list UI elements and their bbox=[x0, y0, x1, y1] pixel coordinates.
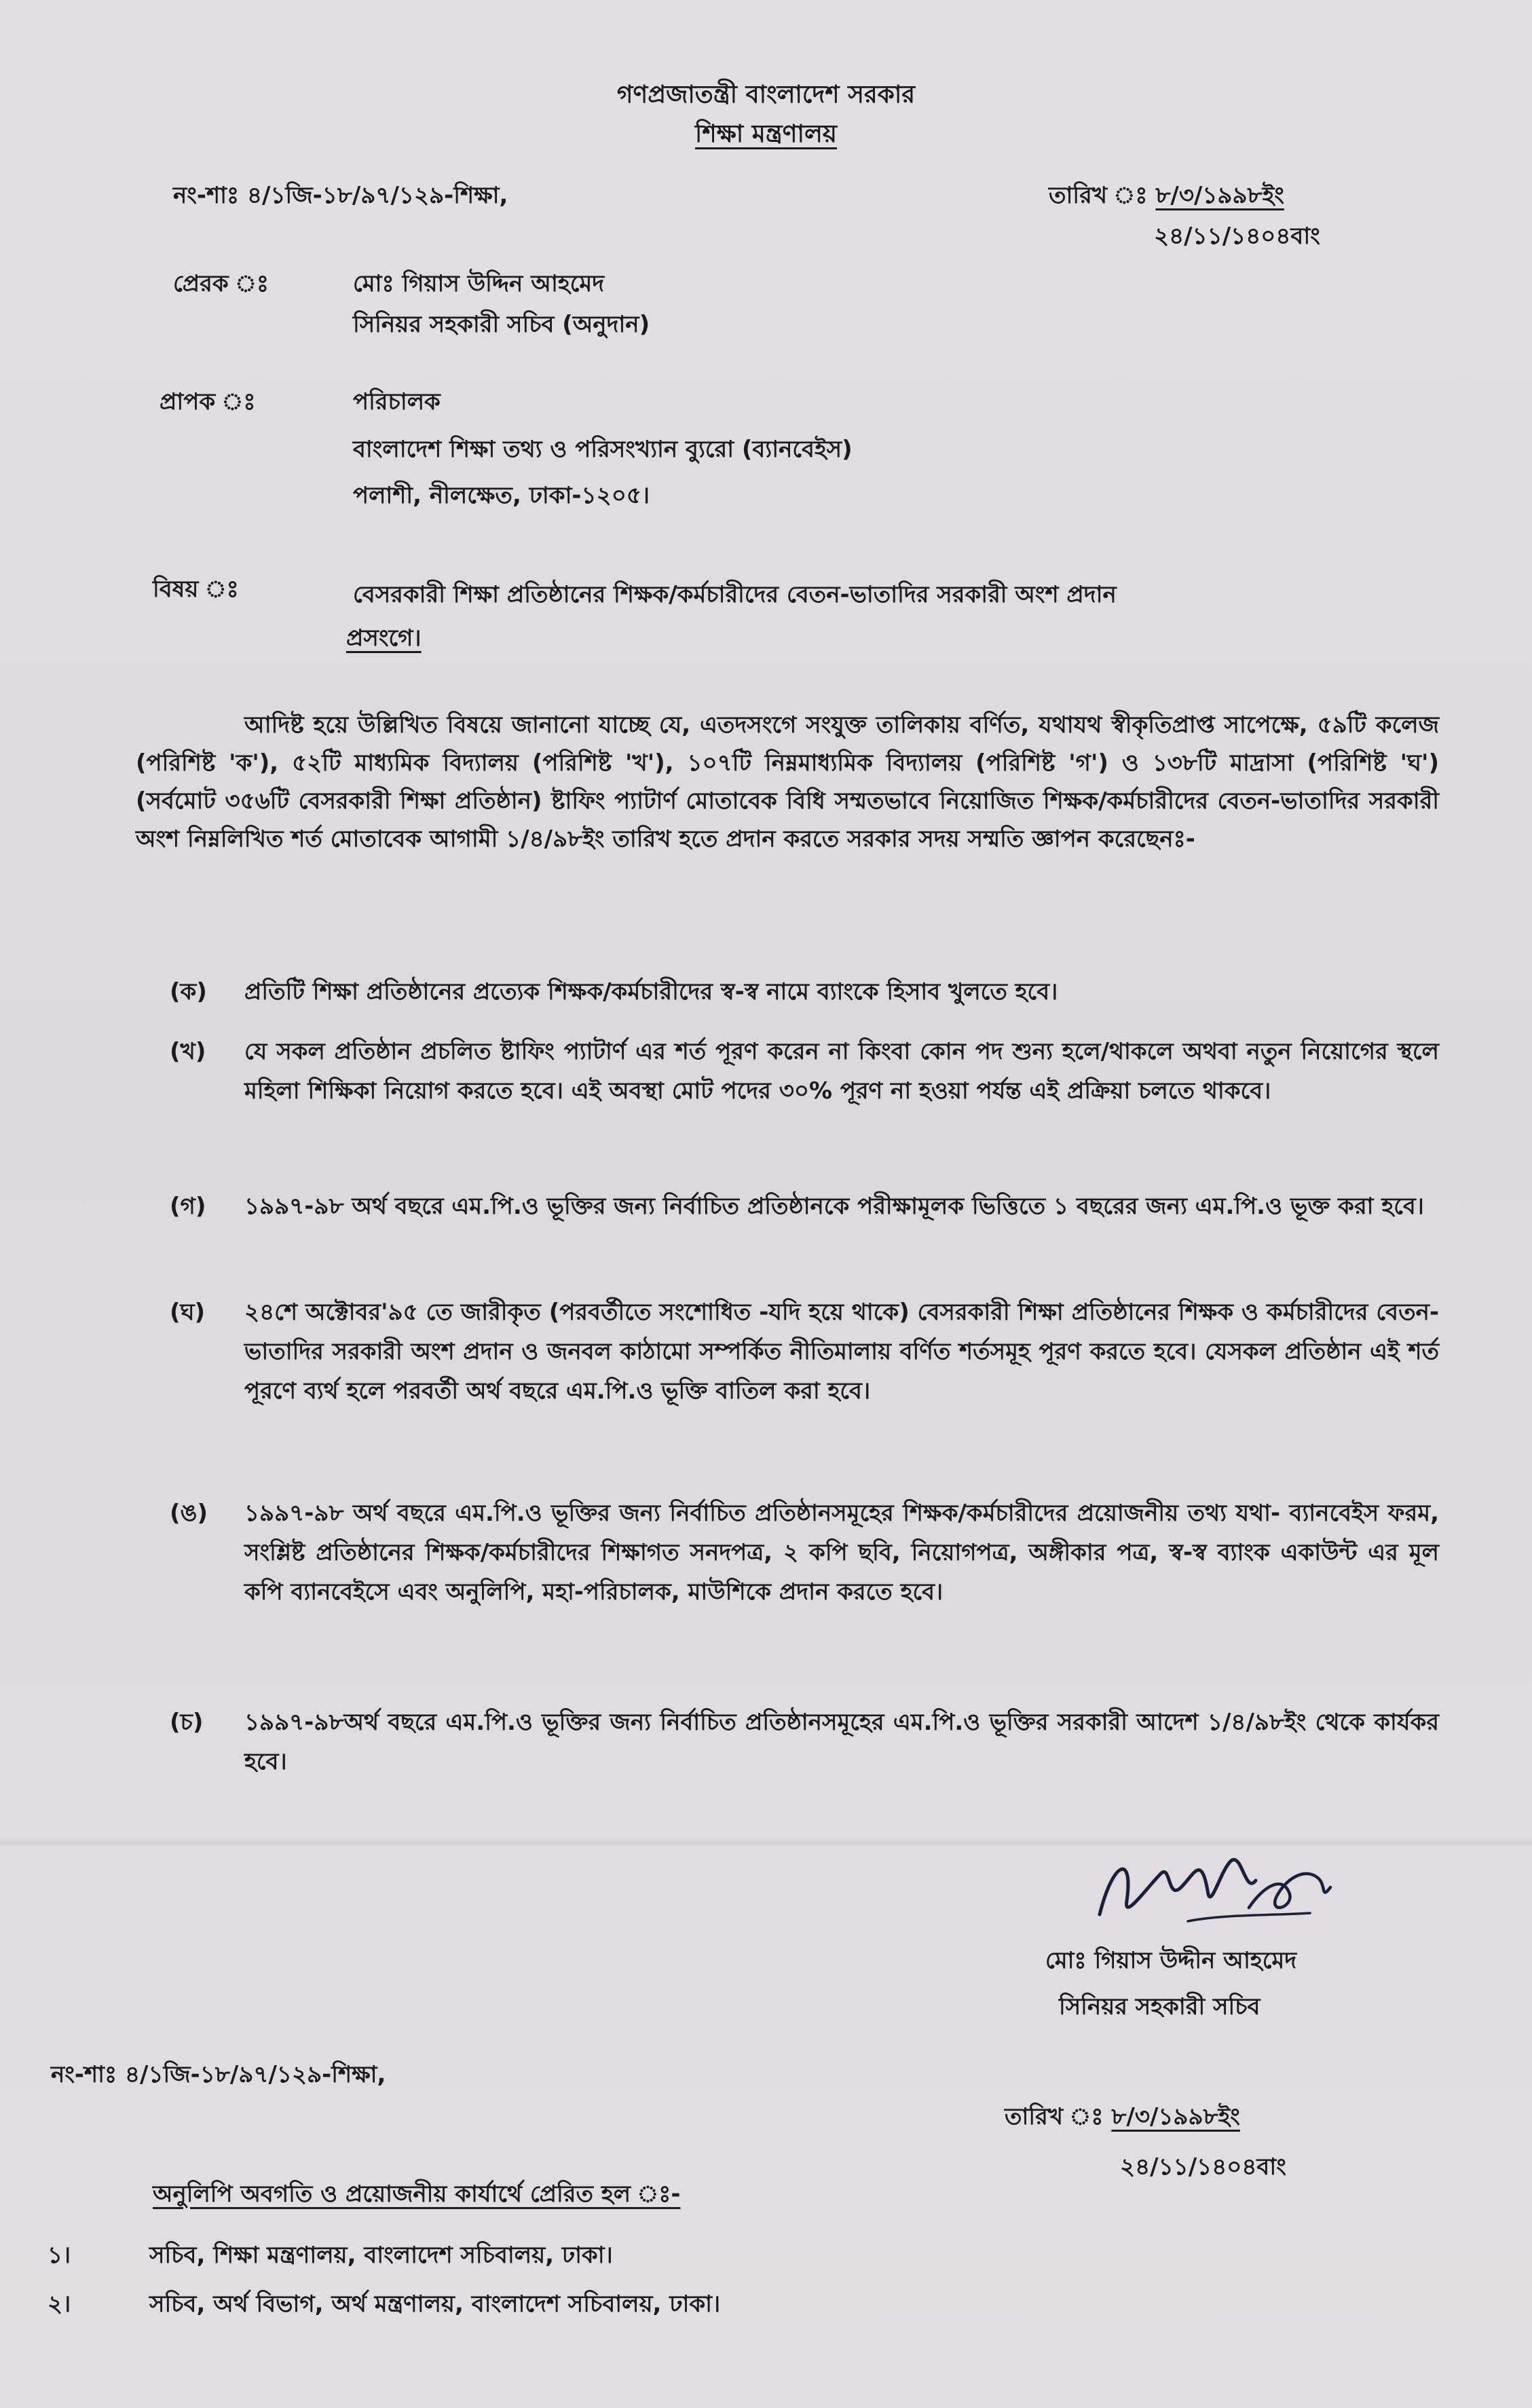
memo-date-label: তারিখ ঃ bbox=[1049, 182, 1148, 209]
copy-date-bengali: ২৪/১১/১৪০৪বাং bbox=[1120, 2153, 1286, 2181]
body-paragraph: আদিষ্ট হয়ে উল্লিখিত বিষয়ে জানানো যাচ্ছে যে, এতদসংগে সংযুক্ত তালিকায় বর্ণিত, যথাযথ স্বীকৃতিপ্রাপ্ত সাপেক্ষে, ৫৯টি কলেজ (পরিশিষ্ট 'ক'), ৫২টি মাধ্যমিক বিদ্যালয় (পরিশিষ্ট 'খ'), ১০৭টি নিম্নমাধ্যমিক বিদ্যালয় (পরিশিষ্ট 'গ') ও ১৩৮টি মাদ্রাসা (পরিশিষ্ট 'ঘ') (সর্বমোট ৩৫৬টি বেসরকারী শিক্ষা প্রতিষ্ঠান) ষ্টাফিং প্যাটার্ণ মোতাবেক বিধি সম্মতভাবে নিয়োজিত শিক্ষক/কর্মচারীদের বেতন-ভাতাদির সরকারী অংশ নিম্নলিখিত শর্ত মোতাবেক আগামী ১/৪/৯৮ইং তারিখ হতে প্রদান করতে সরকার সদয় সম্মতি জ্ঞাপন করেছেনঃ- bbox=[136, 711, 1439, 853]
recipient-line-3: পলাশী, নীলক্ষেত, ঢাকা-১২০৫। bbox=[353, 482, 650, 509]
condition-text: ১৯৯৭-৯৮ অর্থ বছরে এম.পি.ও ভূক্তির জন্য নির্বাচিত প্রতিষ্ঠানকে পরীক্ষামূলক ভিত্তিতে ১ বছরের জন্য এম.পি.ও ভূক্ত করা হবে। bbox=[244, 1193, 1424, 1220]
ministry-heading: শিক্ষা মন্ত্রণালয় bbox=[695, 120, 837, 148]
signatory-designation: সিনিয়র সহকারী সচিব bbox=[1059, 1993, 1260, 2020]
condition-text: প্রতিটি শিক্ষা প্রতিষ্ঠানের প্রত্যেক শিক্ষক/কর্মচারীদের স্ব-স্ব নামে ব্যাংকে হিসাব খুলতে হবে। bbox=[244, 978, 1058, 1005]
copy-ref-number: নং-শাঃ ৪/১জি-১৮/৯৭/১২৯-শিক্ষা, bbox=[51, 2061, 386, 2088]
copy-date bbox=[1005, 2099, 1240, 2138]
recipient-label: প্রাপক ঃ bbox=[160, 388, 256, 415]
recipient-line-2: বাংলাদেশ শিক্ষা তথ্য ও পরিসংখ্যান ব্যুরো (ব্যানবেইস) bbox=[353, 436, 853, 463]
memo-date bbox=[1049, 178, 1284, 217]
copy-item-1-number: ১। bbox=[48, 2242, 71, 2269]
copy-date-label: তারিখ ঃ bbox=[1005, 2103, 1104, 2130]
memo-date-gregorian: ৮/৩/১৯৯৮ইং bbox=[1155, 182, 1284, 209]
sender-designation: সিনিয়র সহকারী সচিব (অনুদান) bbox=[353, 311, 650, 338]
recipient-line-1: পরিচালক bbox=[353, 388, 441, 415]
ministry-heading-wrap bbox=[0, 115, 1532, 156]
signatory-name: মোঃ গিয়াস উদ্দীন আহমেদ bbox=[1045, 1947, 1297, 1974]
copy-item-2-number: ২। bbox=[48, 2291, 71, 2318]
condition-text: ১৯৯৭-৯৮ অর্থ বছরে এম.পি.ও ভূক্তির জন্য নির্বাচিত প্রতিষ্ঠানসমূহের শিক্ষক/কর্মচারীদের প্রয়োজনীয় তথ্য যথা- ব্যানবেইস ফরম, সংশ্লিষ্ট প্রতিষ্ঠানের শিক্ষক/কর্মচারীদের শিক্ষাগত সনদপত্র, ২ কপি ছবি, নিয়োগপত্র, অঙ্গীকার পত্র, স্ব-স্ব ব্যাংক একাউন্ট এর মূল কপি ব্যানবেইসে এবং অনুলিপি, মহা-পরিচালক, মাউশিকে প্রদান করতে হবে। bbox=[244, 1500, 1439, 1606]
condition-text: ২৪শে অক্টোবর'৯৫ তে জারীকৃত (পরবর্তীতে সংশোধিত -যদি হয়ে থাকে) বেসরকারী শিক্ষা প্রতিষ্ঠানের শিক্ষক ও কর্মচারীদের বেতন-ভাতাদির সরকারী অংশ প্রদান ও জনবল কাঠামো সম্পর্কিত নীতিমালায় বর্ণিত শর্তসমূহ পূরণ করতে হবে। যেসকল প্রতিষ্ঠান এই শর্ত পূরণে ব্যর্থ হলে পরবর্তী অর্থ বছরে এম.পি.ও ভূক্তি বাতিল করা হবে। bbox=[244, 1299, 1439, 1405]
condition-mark: (ঘ) bbox=[170, 1299, 206, 1326]
sender-label: প্রেরক ঃ bbox=[173, 270, 269, 297]
condition-cha bbox=[170, 1703, 1439, 1781]
condition-ga bbox=[170, 1187, 1439, 1226]
condition-mark: (ঙ) bbox=[170, 1500, 208, 1527]
condition-mark: (ক) bbox=[170, 978, 207, 1005]
condition-mark: (চ) bbox=[170, 1709, 204, 1736]
government-heading: গণপ্রজাতন্ত্রী বাংলাদেশ সরকার bbox=[616, 81, 916, 109]
copy-item-1-text: সচিব, শিক্ষা মন্ত্রণালয়, বাংলাদেশ সচিবালয়, ঢাকা। bbox=[149, 2242, 613, 2269]
subject-line-2-wrap bbox=[346, 620, 422, 659]
subject-line-2: প্রসংগে। bbox=[346, 625, 422, 652]
subject-label: বিষয় ঃ bbox=[153, 576, 239, 603]
subject-line-1: বেসরকারী শিক্ষা প্রতিষ্ঠানের শিক্ষক/কর্মচারীদের বেতন-ভাতাদির সরকারী অংশ প্রদান bbox=[353, 581, 1117, 608]
copy-date-gregorian: ৮/৩/১৯৯৮ইং bbox=[1111, 2103, 1240, 2130]
memo-date-bengali: ২৪/১১/১৪০৪বাং bbox=[1154, 223, 1320, 250]
condition-ka bbox=[170, 972, 1439, 1012]
condition-umo bbox=[170, 1494, 1439, 1612]
condition-text: ১৯৯৭-৯৮অর্থ বছরে এম.পি.ও ভূক্তির জন্য নির্বাচিত প্রতিষ্ঠানসমূহের এম.পি.ও ভূক্তির সরকারী আদেশ ১/৪/৯৮ইং থেকে কার্যকর হবে। bbox=[244, 1709, 1439, 1775]
copy-heading-wrap bbox=[153, 2177, 681, 2215]
condition-mark: (খ) bbox=[170, 1038, 206, 1065]
condition-mark: (গ) bbox=[170, 1193, 206, 1220]
copy-heading: অনুলিপি অবগতি ও প্রয়োজনীয় কার্যার্থে প্রেরিত হল ঃ- bbox=[153, 2181, 681, 2208]
memo-ref-number: নং-শাঃ ৪/১জি-১৮/৯৭/১২৯-শিক্ষা, bbox=[173, 182, 508, 209]
sender-name: মোঃ গিয়াস উদ্দিন আহমেদ bbox=[353, 270, 605, 297]
condition-text: যে সকল প্রতিষ্ঠান প্রচলিত ষ্টাফিং প্যাটার্ণ এর শর্ত পূরণ করেন না কিংবা কোন পদ শুন্য হলে/থাকলে অথবা নতুন নিয়োগের স্থলে মহিলা শিক্ষিকা নিয়োগ করতে হবে। এই অবস্থা মোট পদের ৩০% পূরণ না হওয়া পর্যন্ত এই প্রক্রিয়া চলতে থাকবে। bbox=[244, 1038, 1439, 1105]
copy-item-2-text: সচিব, অর্থ বিভাগ, অর্থ মন্ত্রণালয়, বাংলাদেশ সচিবালয়, ঢাকা। bbox=[149, 2291, 721, 2318]
condition-kha bbox=[170, 1032, 1439, 1111]
condition-gha bbox=[170, 1293, 1439, 1411]
handwritten-signature bbox=[1086, 1813, 1344, 1948]
